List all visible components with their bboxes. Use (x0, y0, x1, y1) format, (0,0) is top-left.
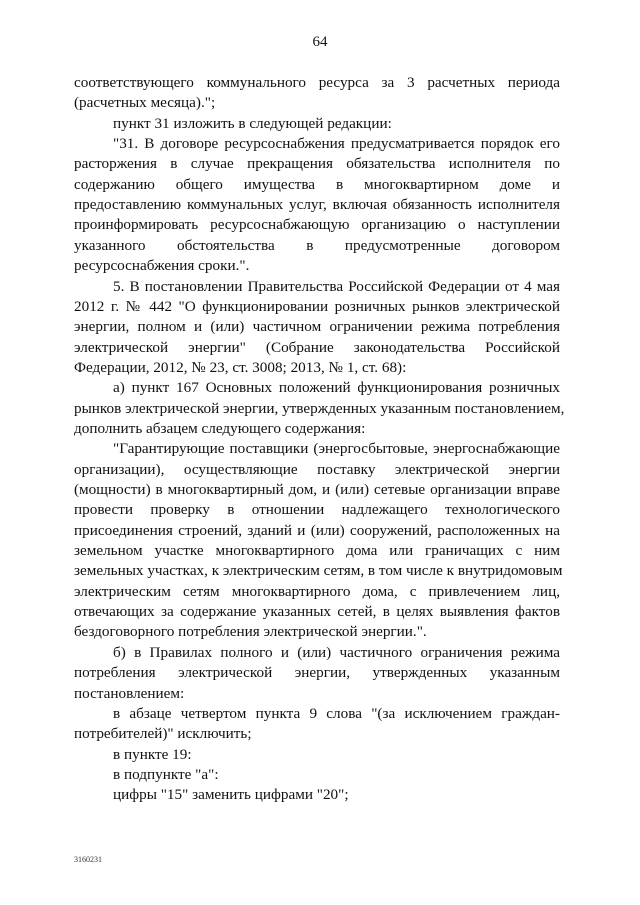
text-line: "31. В договоре ресурсоснабжения предусматривается порядок его (113, 135, 560, 153)
page-number: 64 (312, 34, 328, 50)
text-line: ресурсоснабжения сроки.". (74, 257, 250, 275)
text-line: предоставлению коммунальных услуг, включая обязанность исполнителя (74, 196, 560, 214)
text-line: 2012 г. № 442 "О функционировании розничных рынков электрической (74, 297, 560, 315)
text-line: в абзаце четвертом пункта 9 слова "(за исключением граждан- (113, 704, 560, 722)
text-line: постановлением: (74, 684, 185, 702)
text-line: б) в Правилах полного и (или) частичного ограничения режима (113, 643, 560, 661)
text-line: бездоговорного потребления электрической энергии.". (74, 623, 427, 641)
text-line: провести проверку в отношении надлежащего технологического (74, 501, 560, 519)
text-line: пункт 31 изложить в следующей редакции: (113, 114, 392, 132)
text-line: электрическим сетям многоквартирного дома, с привлечением лиц, (74, 582, 560, 600)
text-line: земельном участке многоквартирного дома или граничащих с ним (74, 542, 560, 560)
text-line: содержанию общего имущества в многоквартирном доме и (74, 175, 560, 193)
text-line: а) пункт 167 Основных положений функционирования розничных (113, 379, 560, 397)
text-line: энергии, полном и (или) частичном ограничении режима потребления (74, 318, 560, 336)
text-line: рынков электрической энергии, утвержденных указанным постановлением, (74, 399, 565, 417)
text-line: (расчетных месяца)."; (74, 94, 216, 112)
text-line: (мощности) в многоквартирный дом, и (или) сетевые организации вправе (74, 481, 560, 498)
text-line: расторжения в случае прекращения обязательства исполнителя по (74, 155, 560, 173)
text-line: электрической энергии" (Собрание законодательства Российской (74, 338, 560, 356)
text-line: "Гарантирующие поставщики (энергосбытовые, энергоснабжающие (113, 440, 560, 458)
document-code: 3160231 (74, 855, 102, 864)
text-line: дополнить абзацем следующего содержания: (74, 419, 366, 437)
text-line: 5. В постановлении Правительства Российской Федерации от 4 мая (113, 277, 560, 295)
text-line: проинформировать ресурсоснабжающую организацию о наступлении (74, 216, 560, 234)
text-line: отвечающих за содержание указанных сетей, в целях выявления фактов (74, 603, 560, 621)
text-line: соответствующего коммунального ресурса за 3 расчетных периода (74, 74, 560, 91)
text-line: присоединения строений, зданий и (или) сооружений, расположенных на (74, 521, 560, 539)
text-line: указанного обстоятельства в предусмотренные договором (74, 236, 560, 254)
text-line: в подпункте "а": (113, 765, 219, 783)
text-line: потребления электрической энергии, утвержденных указанным (74, 664, 560, 682)
text-line: организации), осуществляющие поставку электрической энергии (74, 460, 560, 478)
text-line: Федерации, 2012, № 23, ст. 3008; 2013, № 1, ст. 68): (74, 358, 407, 376)
text-line: земельных участках, к электрическим сетям, в том числе к внутридомовым (74, 562, 563, 580)
text-line: потребителей)" исключить; (74, 725, 252, 743)
text-line: в пункте 19: (113, 745, 192, 763)
text-line: цифры "15" заменить цифрами "20"; (113, 786, 349, 804)
